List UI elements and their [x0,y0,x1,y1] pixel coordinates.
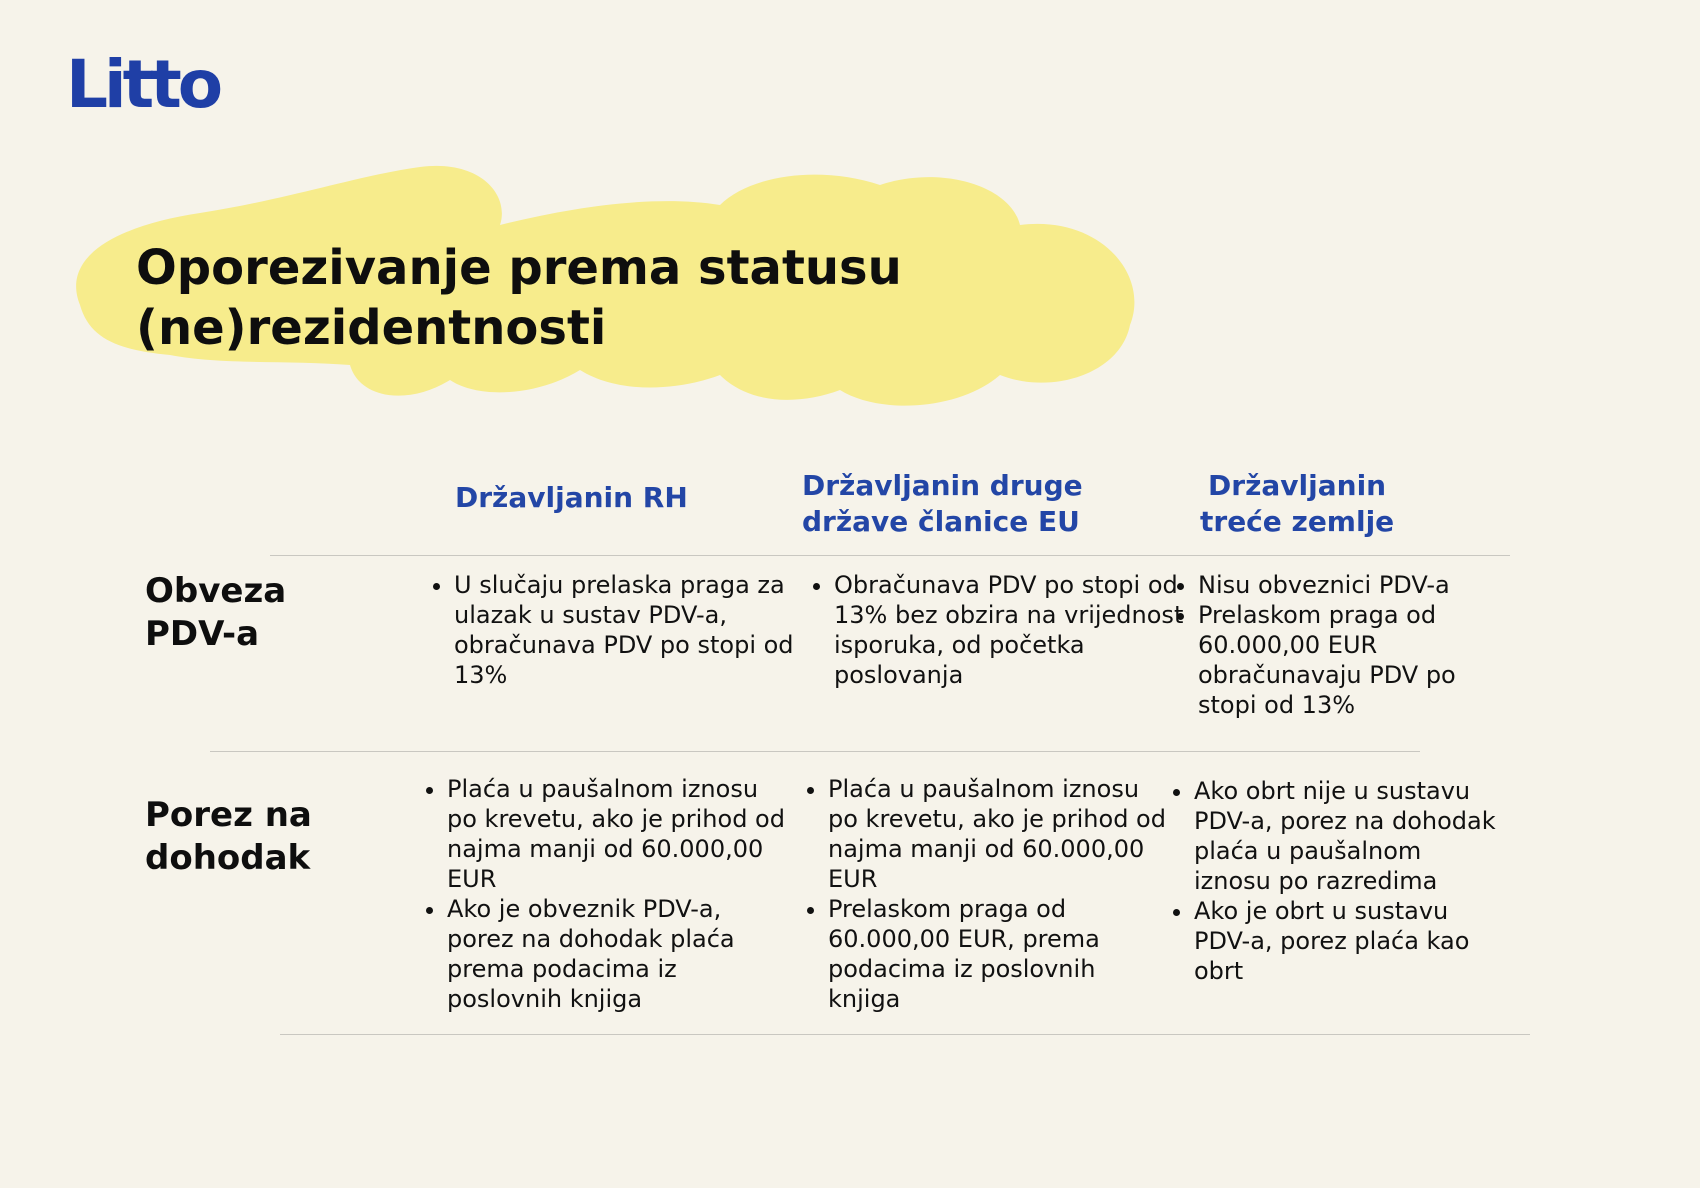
list-item: • Prelaskom praga od 60.000,00 EUR obračunavaju PDV po stopi od 13% [1198,600,1488,720]
list-item: • Obračunava PDV po stopi od 13% bez obzira na vrijednost isporuka, od početka poslovanja [834,570,1184,690]
page-title [136,238,902,358]
table-rule-top [270,555,1510,556]
row-label-pdv [145,570,286,656]
column-header-third [1200,468,1394,540]
list-item: • Ako je obrt u sustavu PDV-a, porez plaća kao obrt [1194,896,1504,986]
column-header-third-line2: treće zemlje [1200,505,1395,538]
column-header-third-line1: Državljanin [1208,469,1387,502]
cell-dohodak-eu [800,774,1173,1014]
column-header-eu [802,468,1083,540]
cell-dohodak-rh [419,774,792,1014]
list-item: • Ako obrt nije u sustavu PDV-a, porez na dohodak plaća u paušalnom iznosu po razredima [1194,776,1504,896]
row-label-pdv-line1: Obveza [145,571,287,611]
list-item: • Prelaskom praga od 60.000,00 EUR, prema podacima iz poslovnih knjiga [828,894,1173,1014]
column-header-rh-text: Državljanin RH [455,481,688,514]
cell-pdv-eu [806,570,1184,690]
list-item: • Plaća u paušalnom iznosu po krevetu, ako je prihod od najma manji od 60.000,00 EUR [828,774,1173,894]
litto-logo: Litto [66,46,220,123]
column-header-rh [455,480,688,516]
cell-dohodak-third [1166,776,1504,986]
column-header-eu-line1: Državljanin druge [802,469,1083,502]
list-item: • Nisu obveznici PDV-a [1198,570,1488,600]
row-label-dohodak [145,794,312,880]
row-label-dohodak-line1: Porez na [145,795,312,835]
title-line-1: Oporezivanje prema statusu [136,240,902,296]
column-header-eu-line2: države članice EU [802,505,1080,538]
list-item: • U slučaju prelaska praga za ulazak u sustav PDV-a, obračunava PDV po stopi od 13% [454,570,816,690]
list-item: • Plaća u paušalnom iznosu po krevetu, ako je prihod od najma manji od 60.000,00 EUR [447,774,792,894]
cell-pdv-third [1170,570,1488,720]
title-line-2: (ne)rezidentnosti [136,300,607,356]
list-item: • Ako je obveznik PDV-a, porez na dohodak plaća prema podacima iz poslovnih knjiga [447,894,792,1014]
table-rule-middle [210,751,1420,752]
row-label-pdv-line2: PDV-a [145,614,260,654]
table-rule-bottom [280,1034,1530,1035]
cell-pdv-rh [426,570,816,690]
row-label-dohodak-line2: dohodak [145,838,311,878]
